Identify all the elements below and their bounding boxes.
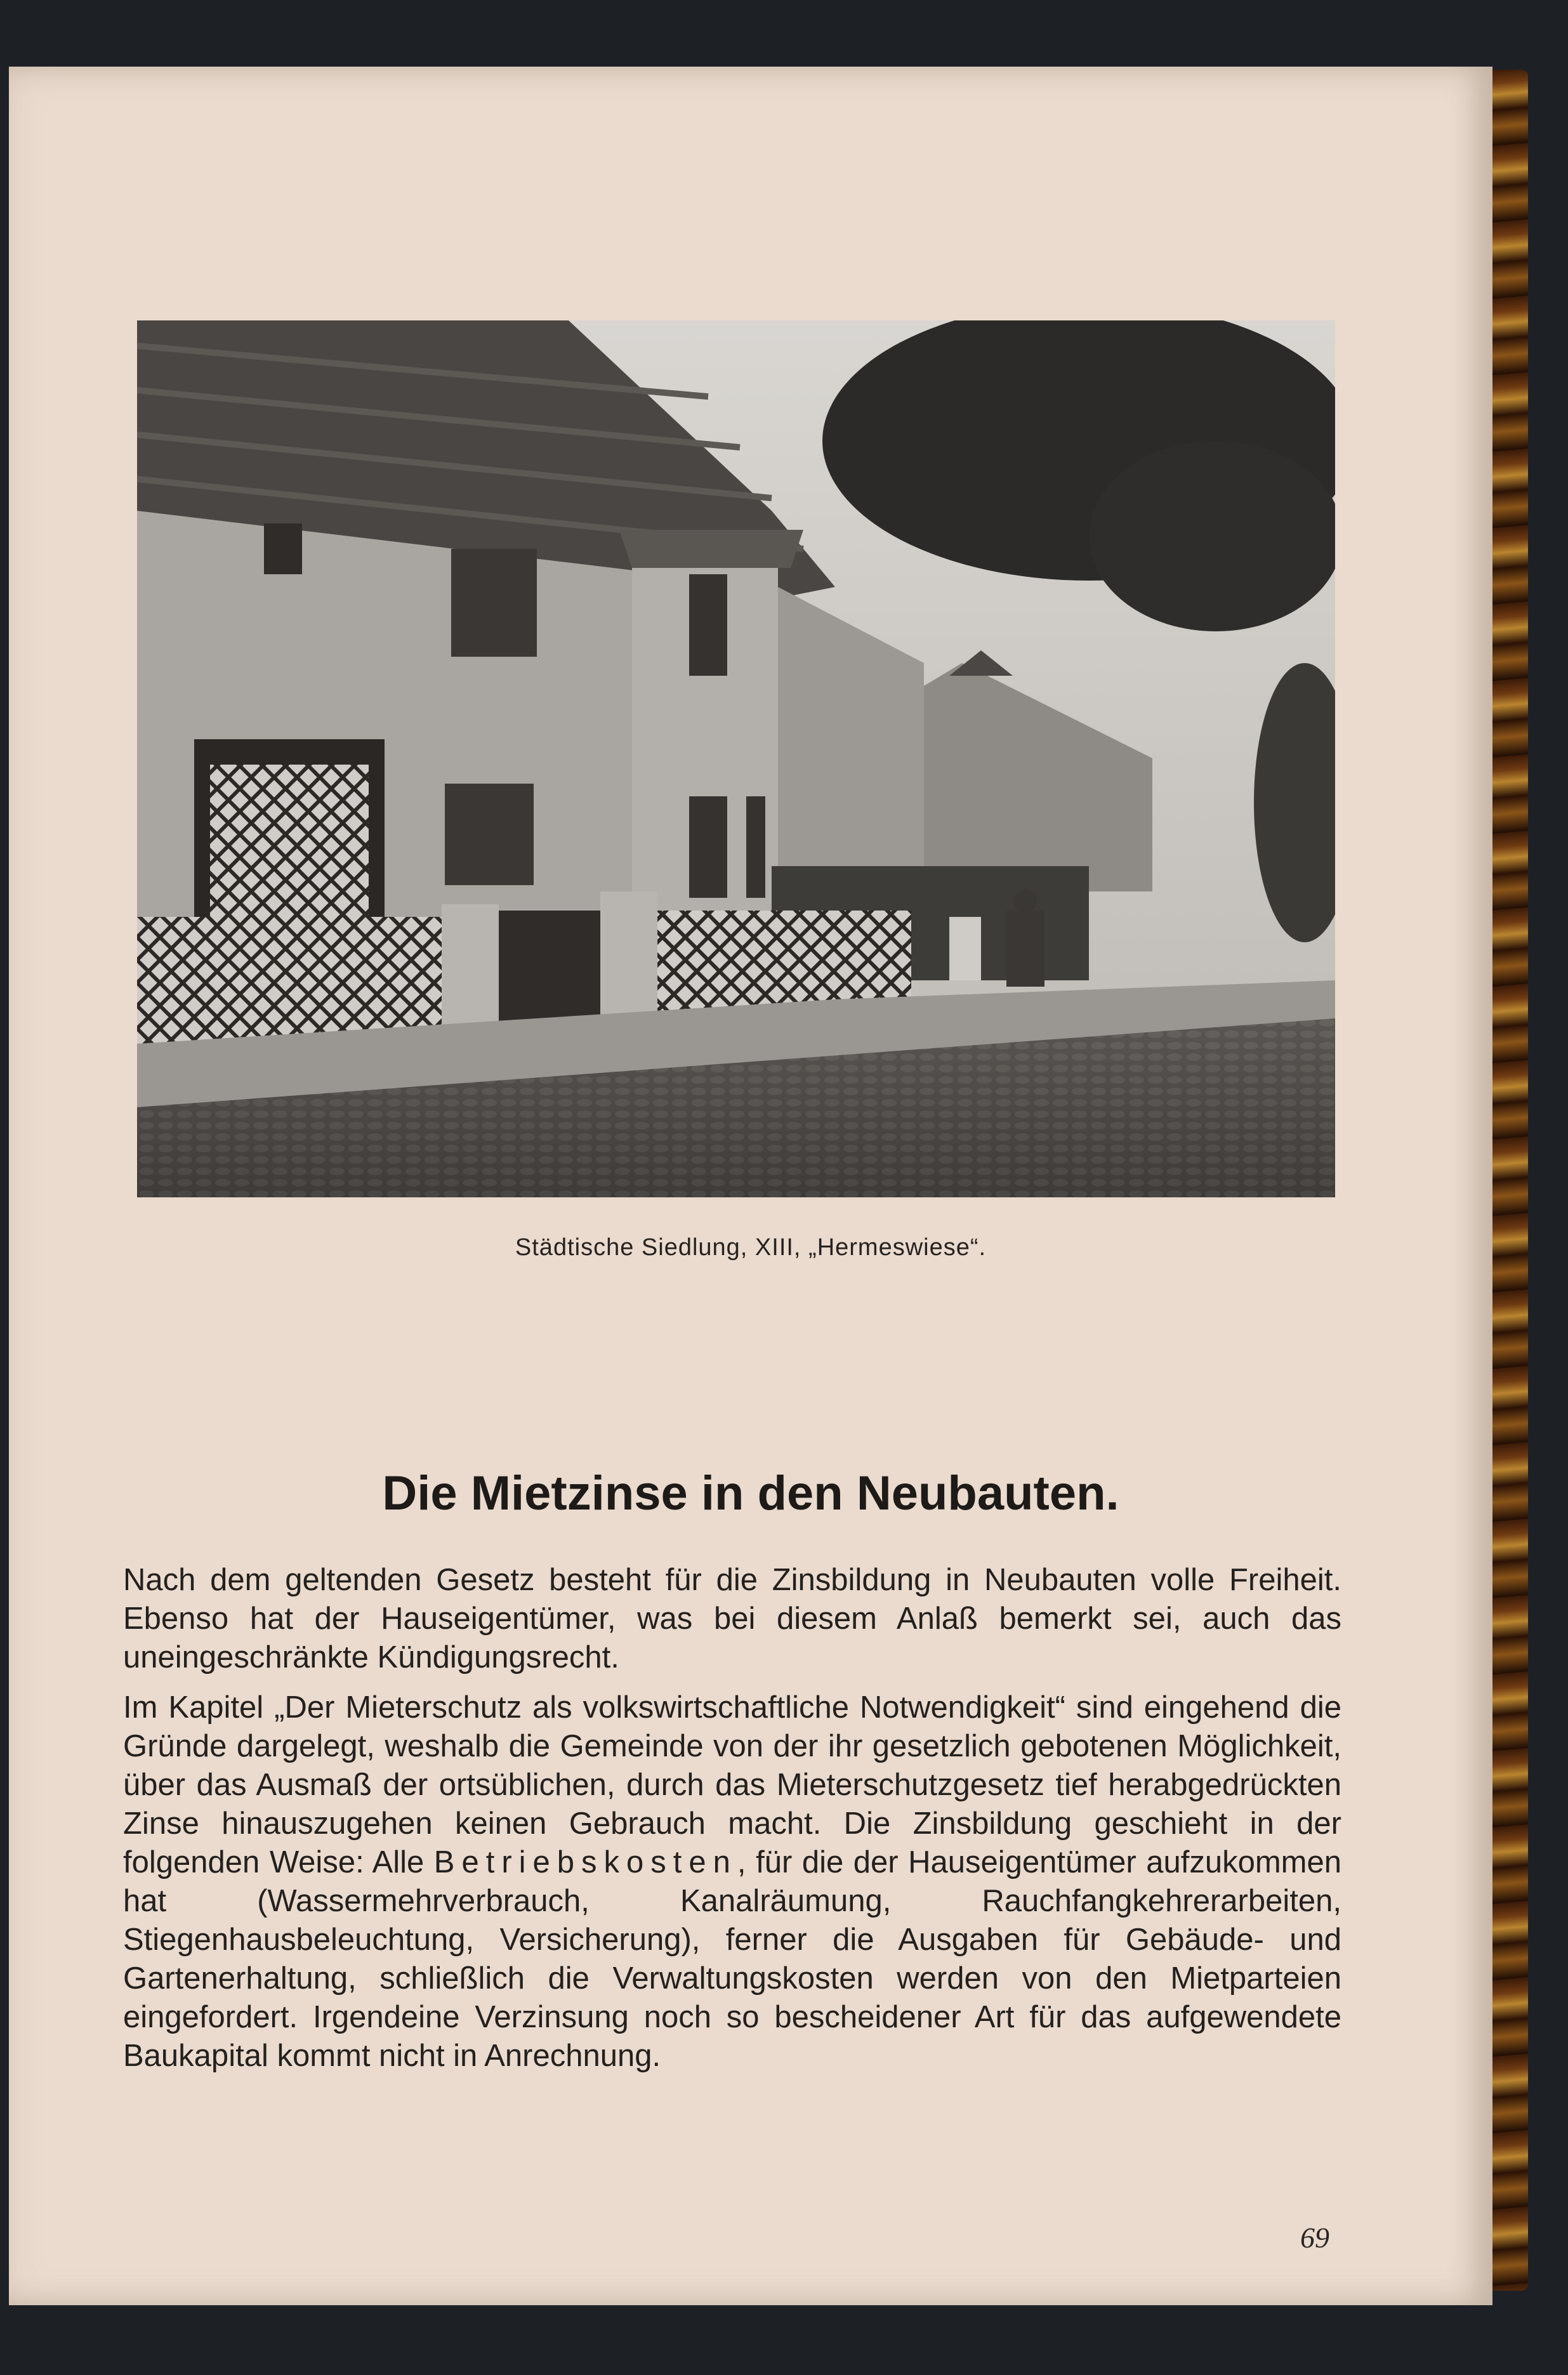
emphasized-term: Betriebskosten xyxy=(433,1845,737,1879)
paragraph-2 xyxy=(123,1688,1341,2076)
page-number: 69 xyxy=(1300,2221,1329,2254)
photo-illustration xyxy=(137,320,1335,1197)
photo-caption: Städtische Siedlung, XIII, „Hermeswiese“. xyxy=(515,1234,987,1261)
street-houses-photo xyxy=(137,320,1335,1197)
article-body xyxy=(123,1561,1341,2087)
book-page xyxy=(9,67,1492,2305)
paragraph-2-start: Im Kapitel „Der Mieterschutz als volkswirtschaftliche Notwendigkeit“ sind eingehend die Gründe dargelegt, weshalb die Gemeinde von der ihr gesetzlich gebotenen Möglichkeit, über das Ausmaß der ortsüblichen, durch das Mieterschutzgesetz tief herabgedrückten Zinse hinauszugehen keinen Gebrauch macht. Die Zinsbildung geschieht in der folgenden Weise: Alle xyxy=(123,1690,1341,1879)
book-spine xyxy=(1489,70,1528,2291)
paragraph-2-end: , für die der Hauseigentümer aufzukommen hat (Wassermehrverbrauch, Kanalräumung, Rauchfangkehrerarbeiten, Stiegenhausbeleuchtung, Versicherung), ferner die Ausgaben für Gebäude- und Gartenerhaltung, schließlich die Verwaltungskosten werden von den Mietparteien eingefordert. Irgendeine Verzinsung noch so bescheidener Art für das aufgewendete Baukapital kommt nicht in Anrechnung. xyxy=(123,1845,1341,2073)
paragraph-1: Nach dem geltenden Gesetz besteht für die Zinsbildung in Neubauten volle Freiheit. Ebenso hat der Hauseigentümer, was bei diesem Anlaß bemerkt sei, auch das uneingeschränkte Kündigungsrecht. xyxy=(123,1563,1341,1674)
section-heading: Die Mietzinse in den Neubauten. xyxy=(382,1466,1119,1520)
